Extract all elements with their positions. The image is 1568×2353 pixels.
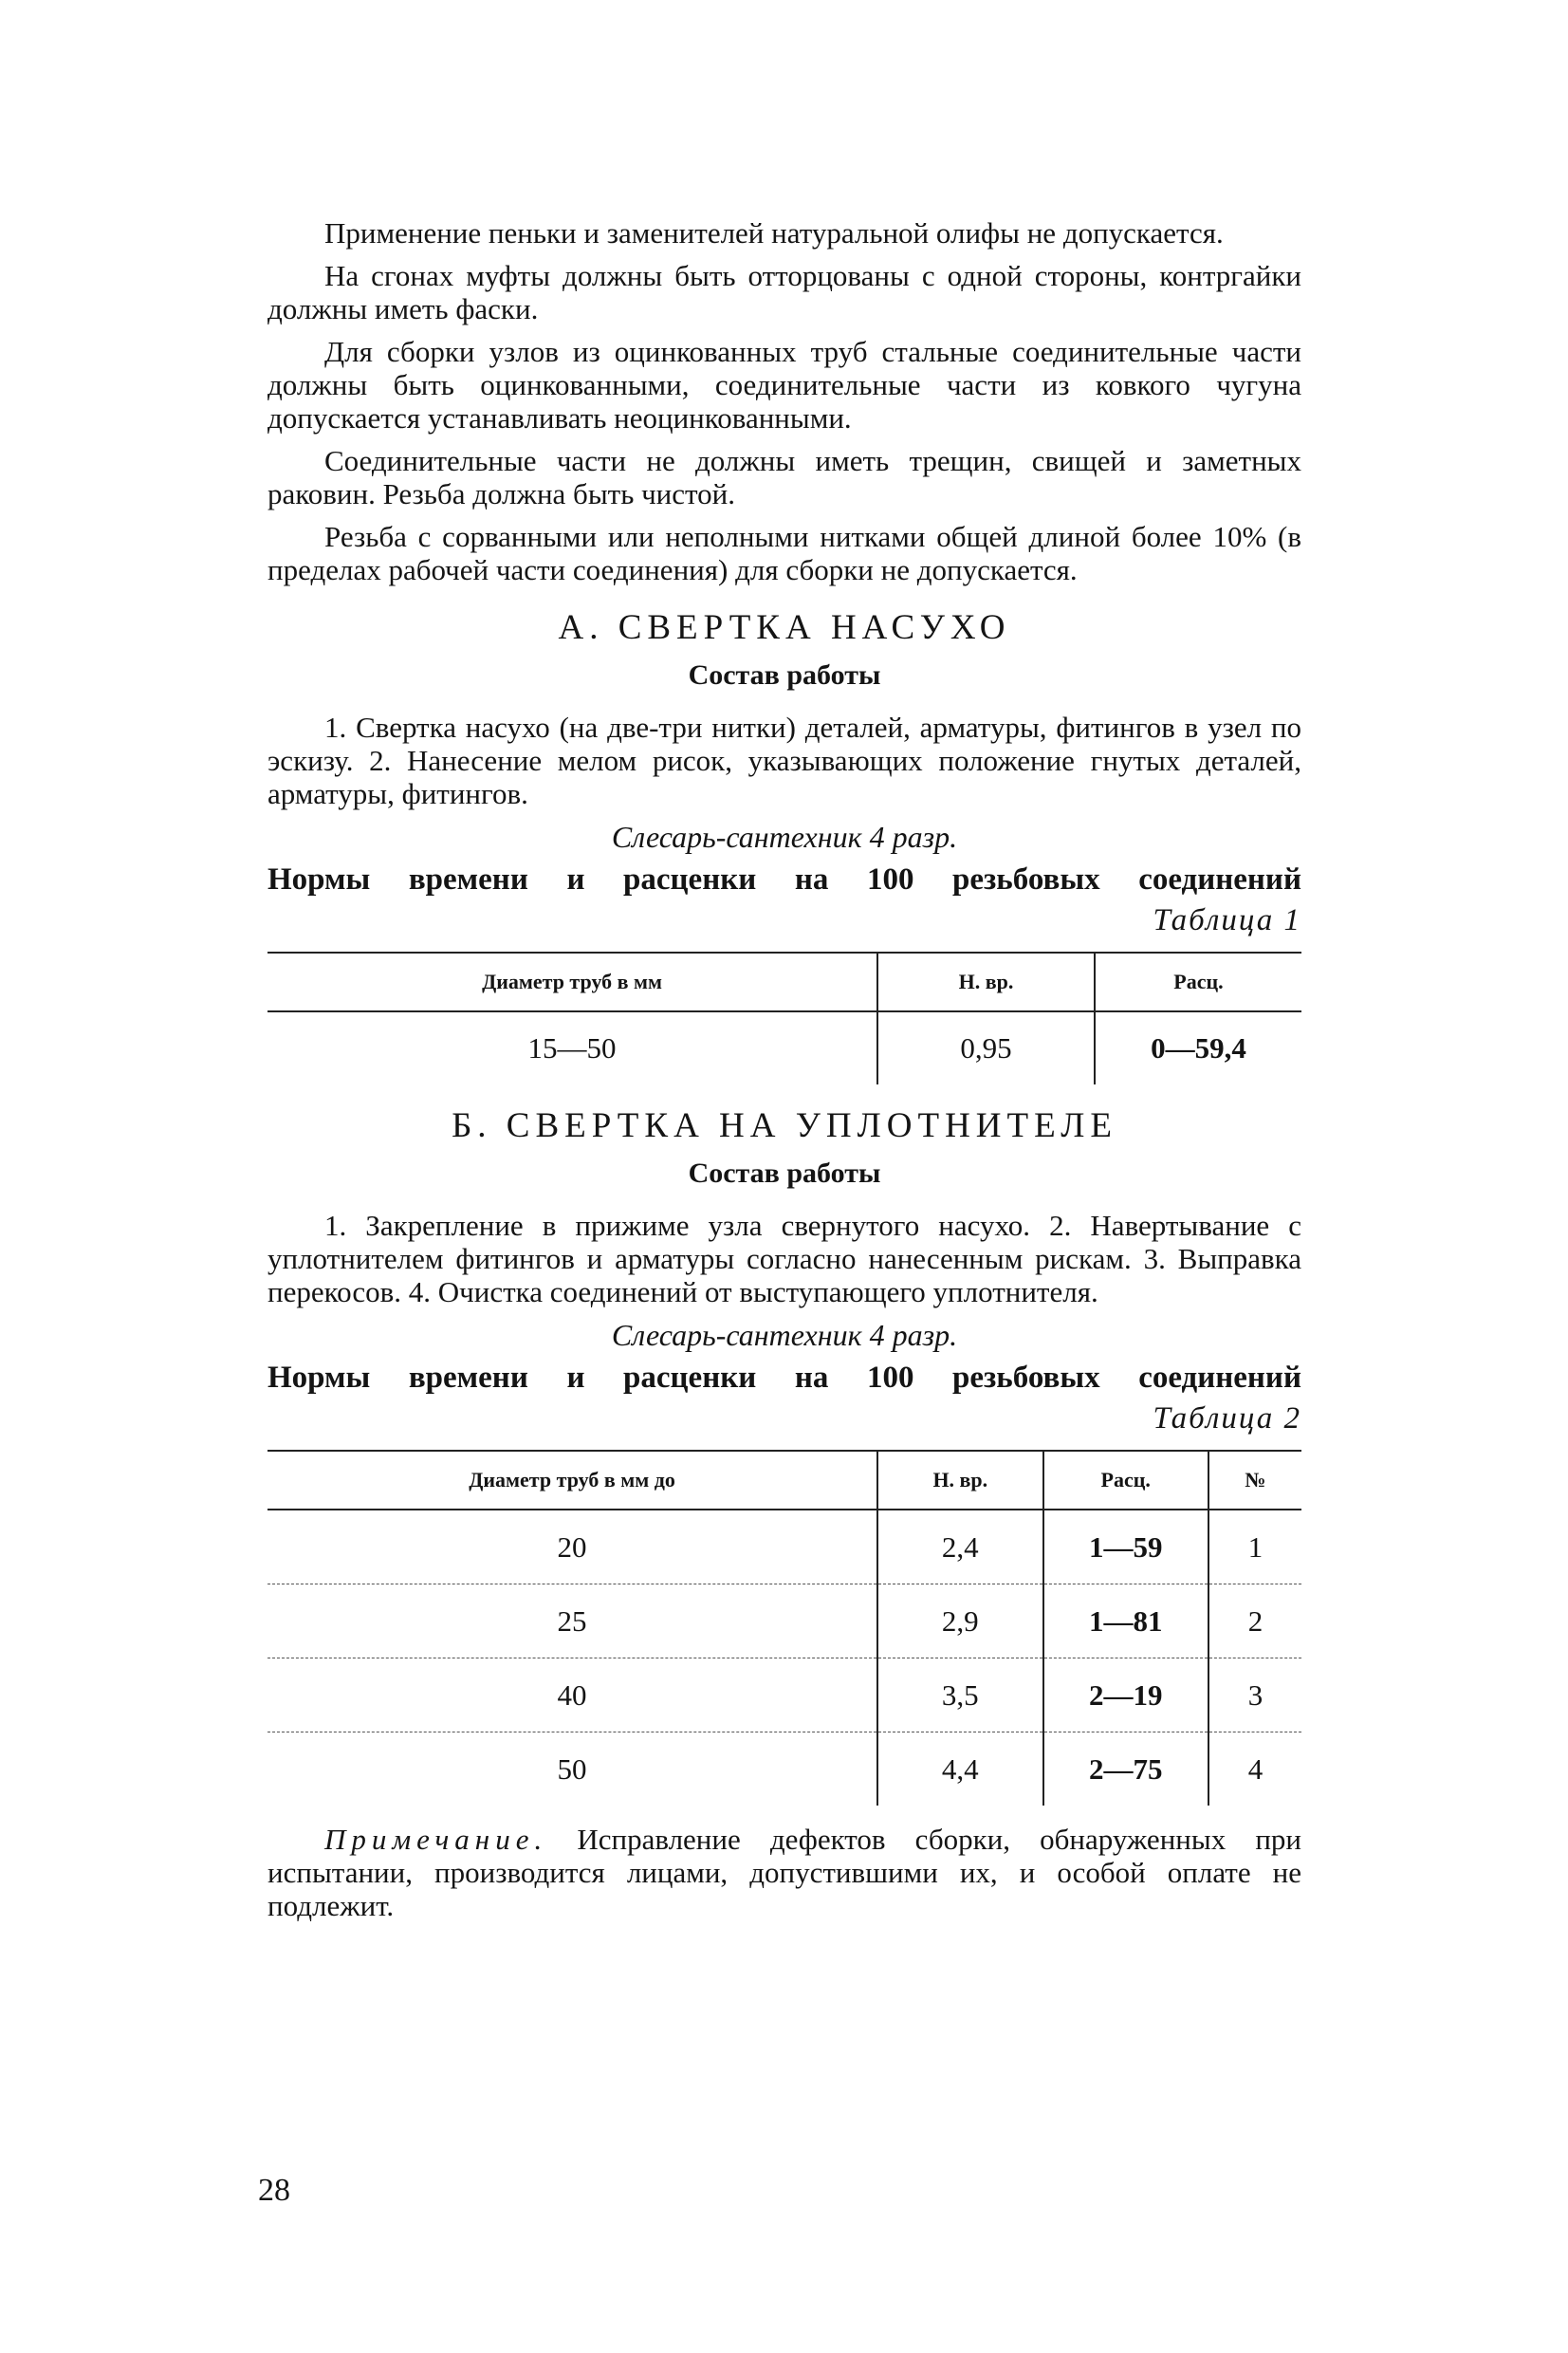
cell-diameter: 20 bbox=[267, 1510, 877, 1584]
section-a-norms-title bbox=[267, 862, 1301, 898]
section-b-subtitle: Состав работы bbox=[688, 1158, 881, 1189]
norms-word: соединений bbox=[1138, 862, 1301, 897]
column-header-number: № bbox=[1208, 1451, 1301, 1510]
intro-paragraph-5: Резьба с сорванными или неполными нитками общей длиной более 10% (в пределах рабочей части соединения) для сборки не допускается. bbox=[267, 520, 1301, 586]
norms-word: 100 bbox=[866, 862, 914, 897]
column-header-diameter: Диаметр труб в мм bbox=[267, 953, 877, 1011]
table-header-row bbox=[267, 1451, 1301, 1510]
table-row bbox=[267, 1584, 1301, 1658]
norms-word: расценки bbox=[623, 862, 757, 897]
intro-paragraph-4: Соединительные части не должны иметь трещин, свищей и заметных раковин. Резьба должна быть чистой. bbox=[267, 444, 1301, 510]
table-row bbox=[267, 1510, 1301, 1584]
column-header-rate: Расц. bbox=[1095, 953, 1301, 1011]
cell-time-norm: 0,95 bbox=[877, 1011, 1095, 1084]
note-text: Исправление дефектов сборки, обнаруженных при испытании, производится лицами, допустившими их, и особой оплате не подлежит. bbox=[267, 1823, 1302, 1922]
cell-time-norm: 4,4 bbox=[877, 1732, 1042, 1806]
table-1 bbox=[267, 952, 1301, 1084]
cell-time-norm: 2,4 bbox=[877, 1510, 1042, 1584]
table-note bbox=[267, 1823, 1301, 1922]
cell-diameter: 50 bbox=[557, 1751, 587, 1786]
norms-word: Нормы bbox=[267, 1361, 371, 1395]
section-a-title: А. СВЕРТКА НАСУХО bbox=[558, 608, 1011, 647]
cell-rate: 0—59,4 bbox=[1095, 1011, 1301, 1084]
norms-word: на bbox=[794, 862, 829, 897]
table-row bbox=[267, 1658, 1301, 1732]
column-header-diameter: Диаметр труб в мм до bbox=[267, 1451, 877, 1510]
section-a-work-description: 1. Свертка насухо (на две-три нитки) деталей, арматуры, фитингов в узел по эскизу. 2. Нанесение мелом рисок, указывающих положение гнутых деталей, арматуры, фитингов. bbox=[267, 711, 1301, 810]
norms-word: 100 bbox=[866, 1361, 914, 1395]
norms-word: времени bbox=[408, 1361, 528, 1395]
section-b-title: Б. СВЕРТКА НА УПЛОТНИТЕЛЕ bbox=[452, 1106, 1117, 1145]
cell-rate: 1—81 bbox=[1043, 1584, 1208, 1658]
table-2-label: Таблица 2 bbox=[1153, 1401, 1301, 1436]
norms-word: на bbox=[794, 1361, 829, 1395]
page-number: 28 bbox=[258, 2173, 290, 2208]
table-2 bbox=[267, 1450, 1301, 1806]
section-b-work-description: 1. Закрепление в прижиме узла свернутого насухо. 2. Навертывание с уплотнителем фитингов и арматуры согласно нанесенным рискам. 3. Выправка перекосов. 4. Очистка соединений от выступающего уплотнителя. bbox=[267, 1209, 1301, 1308]
intro-paragraph-3: Для сборки узлов из оцинкованных труб стальные соединительные части должны быть оцинкованными, соединительные части из ковкого чугуна допускается устанавливать неоцинкованными. bbox=[267, 335, 1301, 435]
norms-word: резьбовых bbox=[952, 1361, 1100, 1395]
section-a-worker: Слесарь-сантехник 4 разр. bbox=[611, 820, 958, 854]
cell-time-norm: 3,5 bbox=[877, 1658, 1042, 1732]
cell-rate: 1—59 bbox=[1043, 1510, 1208, 1584]
cell-diameter: 40 bbox=[267, 1658, 877, 1732]
section-b-norms-title bbox=[267, 1361, 1301, 1396]
norms-word: и bbox=[566, 1361, 585, 1395]
cell-number: 3 bbox=[1208, 1658, 1301, 1732]
cell-time-norm: 2,9 bbox=[877, 1584, 1042, 1658]
norms-word: времени bbox=[408, 862, 528, 897]
table-1-label: Таблица 1 bbox=[1153, 903, 1301, 937]
cell-number: 1 bbox=[1208, 1510, 1301, 1584]
norms-word: соединений bbox=[1138, 1361, 1301, 1395]
table-header-row bbox=[267, 953, 1301, 1011]
cell-number: 4 bbox=[1208, 1732, 1301, 1806]
intro-paragraph-2: На сгонах муфты должны быть отторцованы с одной стороны, контргайки должны иметь фаски. bbox=[267, 259, 1301, 325]
norms-word: Нормы bbox=[267, 862, 371, 897]
section-b-worker: Слесарь-сантехник 4 разр. bbox=[611, 1318, 958, 1352]
intro-paragraph-1: Применение пеньки и заменителей натуральной олифы не допускается. bbox=[324, 216, 1224, 250]
cell-diameter: 15—50 bbox=[527, 1031, 617, 1065]
cell-diameter: 25 bbox=[267, 1584, 877, 1658]
table-row bbox=[267, 1732, 1301, 1806]
section-a-subtitle: Состав работы bbox=[688, 659, 881, 691]
column-header-time-norm: Н. вр. bbox=[877, 953, 1095, 1011]
note-label: Примечание. bbox=[324, 1823, 548, 1856]
norms-word: и bbox=[566, 862, 585, 897]
norms-word: расценки bbox=[623, 1361, 757, 1395]
cell-rate: 2—75 bbox=[1043, 1732, 1208, 1806]
table-row bbox=[267, 1011, 1301, 1084]
cell-rate: 2—19 bbox=[1043, 1658, 1208, 1732]
page-content bbox=[267, 216, 1301, 1932]
cell-number: 2 bbox=[1208, 1584, 1301, 1658]
norms-word: резьбовых bbox=[952, 862, 1100, 897]
column-header-time-norm: Н. вр. bbox=[877, 1451, 1042, 1510]
column-header-rate: Расц. bbox=[1043, 1451, 1208, 1510]
